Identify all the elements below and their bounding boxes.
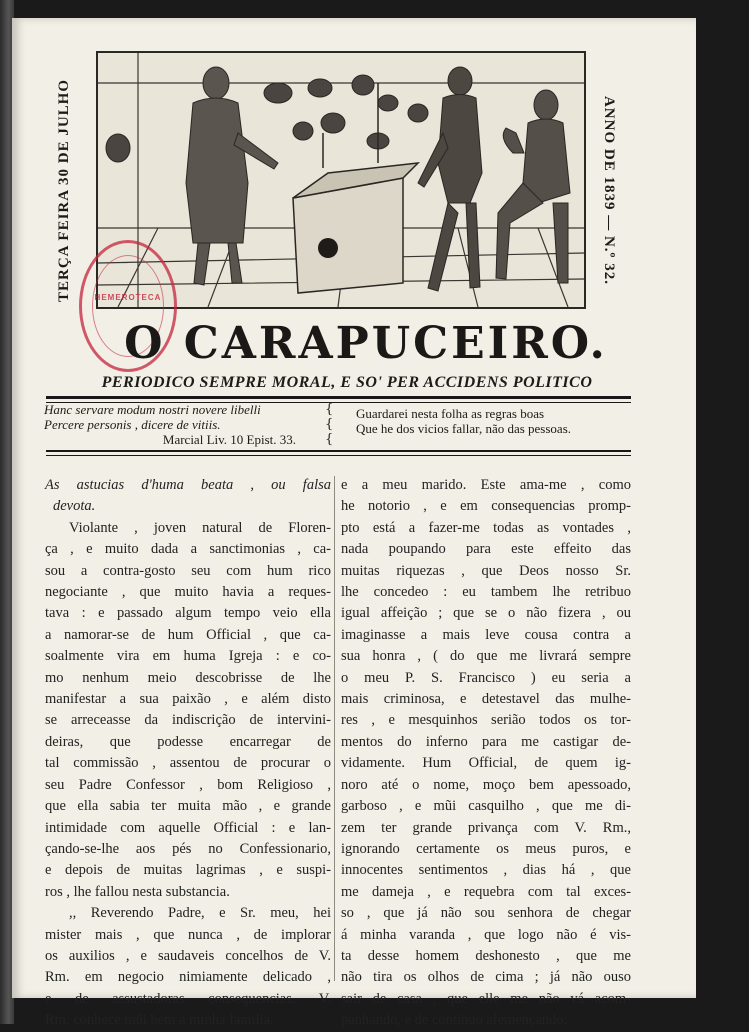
text-line: nada poupando para este effeito das (341, 541, 631, 558)
text-line: ignorando certamente os meus puros, e (341, 840, 631, 857)
text-line: mais criminosa, e detestavel das mulhe- (341, 691, 631, 708)
portuguese-line-2: Que he dos vicios fallar, não das pessoas. (356, 421, 572, 436)
article-title-cont: devota. (53, 498, 96, 515)
text-line: zem ter grande privança com V. Rm., (341, 819, 631, 836)
text-line: ta desse homem deshonesto , que me (341, 947, 631, 964)
latin-epigraph (44, 402, 306, 447)
bottom-rule-thick (46, 450, 631, 452)
date-sidebar (52, 63, 78, 318)
text-line: se arreceasse da indiscrição de intervini- (45, 712, 331, 729)
text-line: seu Padre Confessor , bom Religioso , (45, 776, 331, 793)
issue-date: TERÇA FEIRA 30 DE JULHO (56, 78, 73, 303)
portuguese-epigraph (356, 406, 626, 436)
epigraph-attribution: Marcial Liv. 10 Epist. 33. (162, 432, 296, 447)
text-line: Violante , joven natural de Floren- (69, 519, 331, 536)
text-line: muitas riquezas , que Deos nosso Sr. (341, 562, 631, 579)
text-line: mister mais , que nunca , de implorar (45, 926, 331, 943)
text-line: que ella sabia ter muita mão , e grande (45, 798, 331, 815)
text-line: e depois de muitas lagrimas , e suspi- (45, 862, 331, 879)
text-line: manifestar a sua paixão , e além disto (45, 691, 331, 708)
text-line: ros , lhe fallou nesta substancia. (45, 883, 230, 900)
text-line: ,, Reverendo Padre, e Sr. meu, hei (69, 905, 331, 922)
text-line: he notorio , e em consequencias promp- (341, 498, 631, 515)
portuguese-line-1: Guardarei nesta folha as regras boas (356, 406, 545, 421)
article-title: As astucias d'huma beata , ou falsa (45, 477, 331, 493)
text-line: mentos do inferno para me castigar de- (341, 733, 631, 750)
text-line: não tira os olhos de cima ; já não ouso (341, 969, 631, 986)
text-line: o meu P. S. Francisco ) eu seria a (341, 669, 631, 686)
text-line: çando-se-lhe aos pés no Confessionario, (45, 840, 331, 857)
text-line: os auxilios , e saudaveis concelhos de V. (45, 947, 331, 964)
newspaper-subtitle: PERIODICO SEMPRE MORAL, E SO' PER ACCIDENS POLITICO (101, 374, 593, 391)
text-line: garboso , e mũi casquilho , que me di- (341, 798, 631, 815)
text-line: soalmente vira em huma Igreja : e co- (45, 648, 331, 665)
text-line: tal commissão , assentou de procurar o (45, 755, 331, 772)
top-rule-thick (46, 396, 631, 399)
newspaper-title: O CARAPUCEIRO. (124, 318, 608, 369)
text-line: ça , e muito dada a sanctimonias , ca- (45, 541, 331, 558)
text-line: sua honra , ( do que me livrará sempre (341, 648, 631, 665)
text-line: innocentes sentimentos , dias há , que (341, 862, 631, 879)
text-line: me dameja , e requebra com tal exces- (341, 883, 631, 900)
article-column-right (341, 475, 631, 1032)
text-line: mo nenhum meio descobrisse de lhe (45, 669, 331, 686)
column-divider (334, 476, 335, 981)
newspaper-page (12, 18, 696, 1029)
text-line: á minha varanda , que logo não é vis- (341, 926, 631, 943)
text-line: vidamente. Hum Official, de quem ig- (341, 755, 631, 772)
text-line: pto está a fazer-me todas as vontades , (341, 519, 631, 536)
article-column-left (45, 475, 331, 1032)
left-column-text (45, 518, 331, 1032)
text-line: sair de casa , que elle me não vá acom- (341, 990, 631, 1007)
epigraph-brace-divider: { { { (325, 402, 334, 447)
stamp-label: HEMEROTECA (94, 293, 162, 302)
text-line: noro até o nome, moço bem apessoado, (341, 776, 631, 793)
bottom-rule-thin (46, 455, 631, 456)
text-line: Rm. conhece mũi bem a minha familia, (45, 1012, 274, 1029)
text-line: panhando, e de continuo afemençando; (341, 1012, 568, 1029)
text-line: e de assustadoras consequencias. V. (45, 990, 331, 1007)
text-line: igual affeição ; que se o não fizera , ou (341, 605, 631, 622)
text-line: negociante , que muito havia a reques- (45, 584, 331, 601)
latin-line-2: Percere personis , dicere de vitiis. (44, 417, 221, 432)
text-line: e a meu marido. Este ama-me , como (341, 477, 631, 493)
text-line: so , que já não sou senhora de chegar (341, 905, 631, 922)
right-column-text (341, 475, 631, 1032)
latin-line-1: Hanc servare modum nostri novere libelli (44, 402, 261, 417)
text-line: lhe concedeo : eu tambem lhe retribuo (341, 584, 631, 601)
text-line: intimidade com aquelle Official : e lan- (45, 819, 331, 836)
woodcut-shop-scene-icon (98, 53, 584, 307)
text-line: Rm. em negocio nimiamente delicado , (45, 969, 331, 986)
issue-number: ANNO DE 1839 — N.º 32. (601, 95, 618, 286)
text-line: res , e mesquinhos serião todos os tor- (341, 712, 631, 729)
text-line: deiras, que podesse encarregar de (45, 733, 331, 750)
year-sidebar (596, 63, 622, 318)
text-line: imaginasse a mais leve cousa contra a (341, 626, 631, 643)
text-line: sou a contra-gosto seu com hum rico (45, 562, 331, 579)
text-line: tava : e passado algum tempo veio ella (45, 605, 331, 622)
text-line: a namorar-se de hum Official , que ca- (45, 626, 331, 643)
